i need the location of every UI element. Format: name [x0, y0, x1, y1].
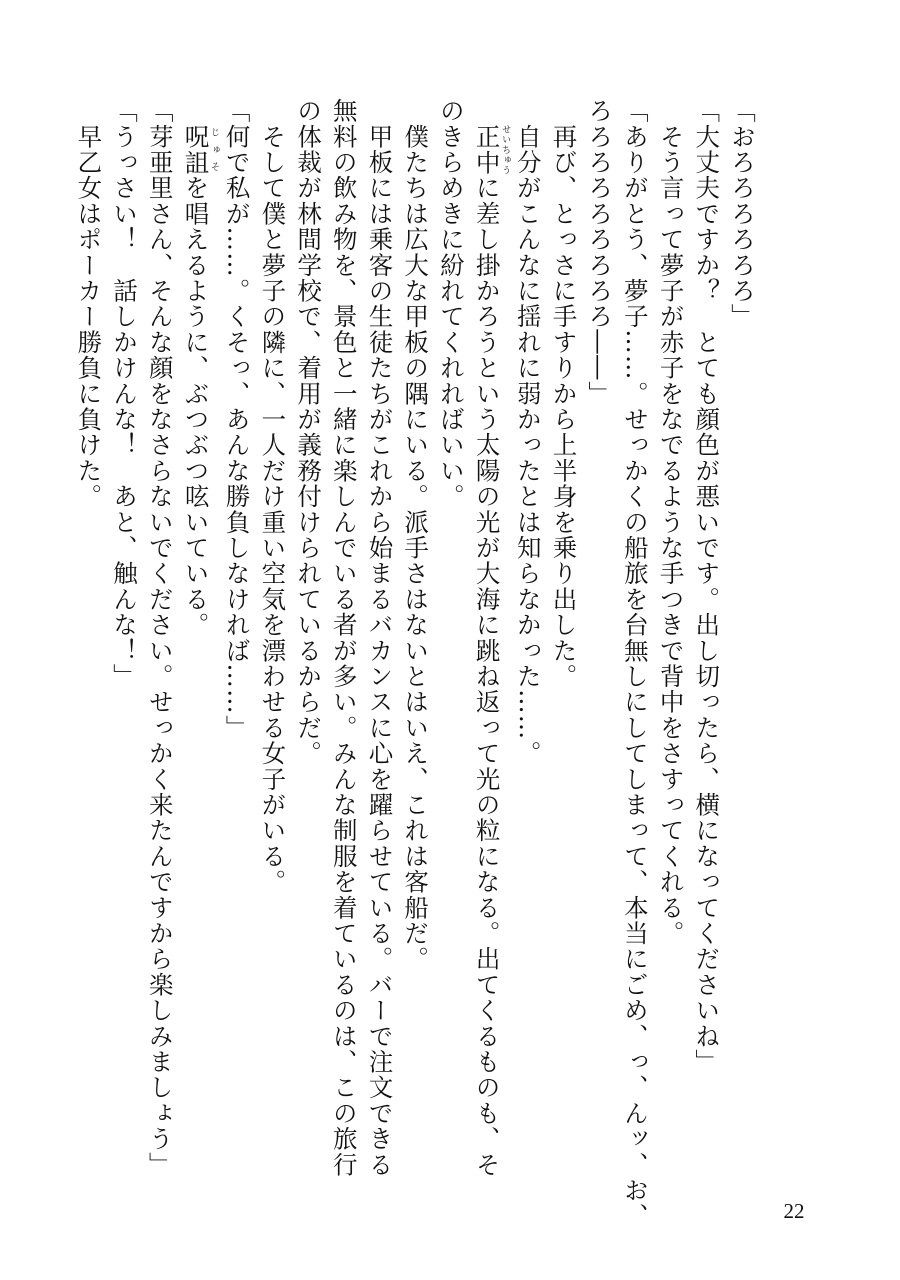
- text-line: 「何で私が……。くそっ、あんな勝負しなければ……」: [222, 98, 252, 741]
- text-segment: を唱えるように、ぶつぶつ呟いている。: [181, 175, 211, 638]
- text-line: 無料の飲み物を、景色と一緒に楽しんでいる者が多い。みんな制服を着ているのは、この旅行: [329, 98, 359, 1178]
- text-line: 甲板には乗客の生徒たちがこれから始まるバカンスに心を躍らせている。バーで注文できる: [365, 98, 395, 1178]
- text-line: の体裁が林間学校で、着用が義務付けられているからだ。: [294, 98, 324, 767]
- body-text: [74, 98, 760, 1229]
- text-line-with-ruby: [469, 98, 511, 1178]
- text-line: 自分がこんなに揺れに弱かったとは知らなかった……。: [513, 98, 543, 767]
- text-line: 「芽亜里さん、そんな顔をなさらないでください。せっかく来たんですから楽しみましょう」: [145, 98, 175, 1178]
- text-line: 再び、とっさに手すりから上半身を乗り出した。: [549, 98, 579, 690]
- text-line: 早乙女はポーカー勝負に負けた。: [74, 98, 104, 510]
- text-segment: に差し掛かろうという太陽の光が大海に跳ね返って光の粒になる。出てくるものも、そ: [472, 175, 502, 1178]
- text-line: 「ありがとう、夢子……。せっかくの船旅を台無しにしてしまって、本当にごめ、っ、んッ、お、: [620, 98, 650, 1229]
- text-line: そして僕と夢子の隣に、一人だけ重い空気を漂わせる女子がいる。: [258, 98, 288, 895]
- text-line: 「おろろろろろろ」: [728, 98, 757, 330]
- ruby-reading: せいちゅう: [500, 123, 511, 176]
- text-segment: [473, 98, 502, 124]
- ruby-annotation: [181, 123, 219, 176]
- text-line: 「大丈夫ですか？ とても顔色が悪いです。出し切ったら、横になってくださいね」: [692, 98, 722, 1075]
- text-line: のきらめきに紛れてくれればいい。: [436, 98, 466, 510]
- text-line: そう言って夢子が赤子をなでるような手つきで背中をさすってくれる。: [656, 98, 686, 947]
- text-line-with-ruby: [178, 98, 219, 1108]
- text-line: ろろろろろろろろろ――」: [585, 98, 615, 407]
- text-segment: [181, 98, 210, 124]
- text-line: 「うっさい！ 話しかけんな！ あと、触んな！」: [110, 98, 140, 690]
- ruby-base: 正中: [472, 123, 502, 176]
- ruby-base: 呪詛: [181, 123, 211, 176]
- page-number: 22: [783, 1199, 805, 1223]
- ruby-annotation: [472, 123, 511, 176]
- ruby-reading: じゅそ: [208, 123, 219, 176]
- text-line: 僕たちは広大な甲板の隅にいる。派手さはないとはいえ、これは客船だ。: [401, 98, 431, 972]
